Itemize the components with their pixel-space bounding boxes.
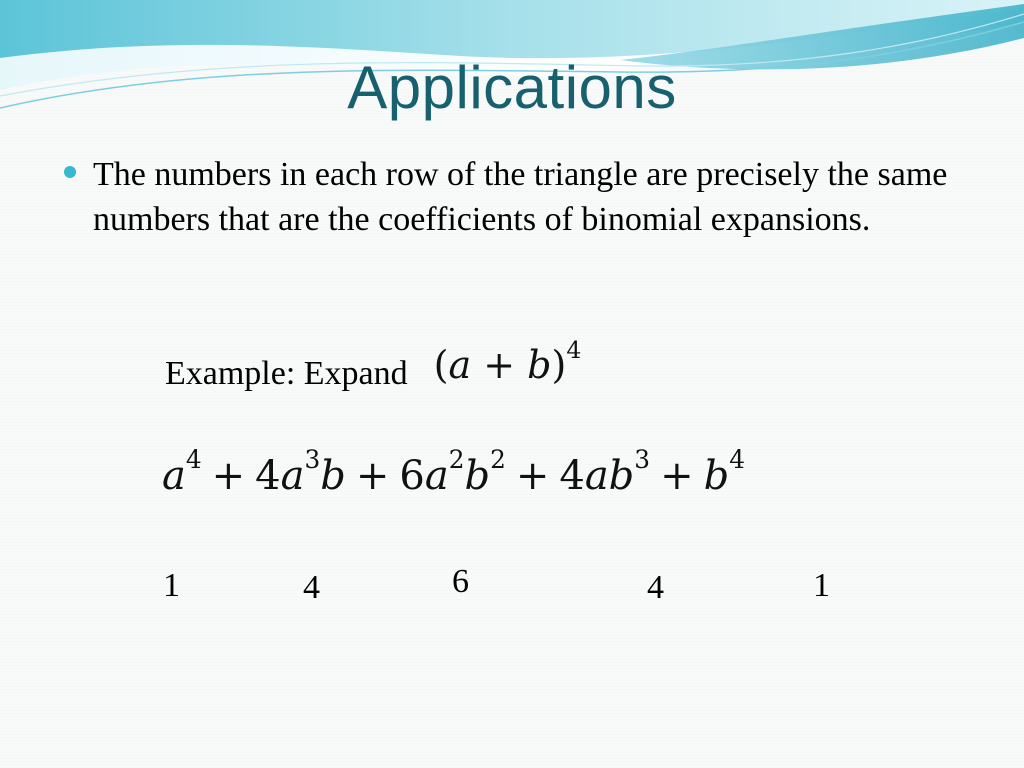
- bullet-item: [60, 152, 980, 242]
- plus-sign: +: [355, 453, 390, 499]
- term-variable: a: [162, 453, 186, 499]
- term-coefficient: 4: [559, 453, 585, 499]
- bullet-dot-icon: [64, 166, 76, 178]
- expansion-term: [559, 444, 651, 499]
- plus-sign: +: [515, 453, 550, 499]
- expansion-term: [162, 444, 202, 499]
- close-paren: ): [551, 343, 567, 387]
- open-paren: (: [433, 343, 449, 387]
- example-expression: [433, 335, 582, 387]
- term-variable: a: [280, 453, 305, 499]
- plus-sign: +: [660, 453, 694, 499]
- expansion-term: [255, 444, 346, 499]
- term-variable: a: [424, 453, 449, 499]
- coefficient-value: 4: [303, 569, 320, 606]
- term-exponent: 2: [490, 444, 506, 474]
- term-exponent: 4: [185, 444, 202, 474]
- term-exponent: 4: [729, 444, 745, 474]
- expansion-term: [399, 444, 506, 499]
- term-coefficient: 6: [399, 453, 425, 499]
- term-variable: b: [320, 453, 346, 499]
- slide-title: Applications: [347, 54, 677, 121]
- term-variable: ab: [584, 453, 635, 499]
- coefficient-value: 1: [163, 567, 180, 604]
- example-label: Example: Expand: [165, 354, 408, 392]
- plus-sign: +: [211, 453, 246, 499]
- exponent: 4: [566, 335, 582, 364]
- example-row: [165, 335, 582, 403]
- term-coefficient: 4: [255, 453, 281, 499]
- term-exponent: 2: [448, 444, 465, 474]
- plus-sign: +: [483, 343, 516, 387]
- bullet-text: The numbers in each row of the triangle are precisely the same numbers that are the coefficients of binomial expansions.: [93, 156, 948, 238]
- coefficient-value: 4: [647, 569, 664, 606]
- term-variable: b: [464, 453, 491, 499]
- var-a: a: [448, 343, 472, 387]
- expansion-term: [703, 444, 745, 499]
- term-exponent: 3: [304, 444, 321, 474]
- var-b: b: [527, 343, 552, 387]
- coefficient-value: 1: [813, 567, 830, 604]
- coefficient-value: 6: [452, 563, 469, 600]
- binomial-expansion: [162, 444, 745, 504]
- term-exponent: 3: [634, 444, 651, 474]
- term-variable: b: [703, 453, 730, 499]
